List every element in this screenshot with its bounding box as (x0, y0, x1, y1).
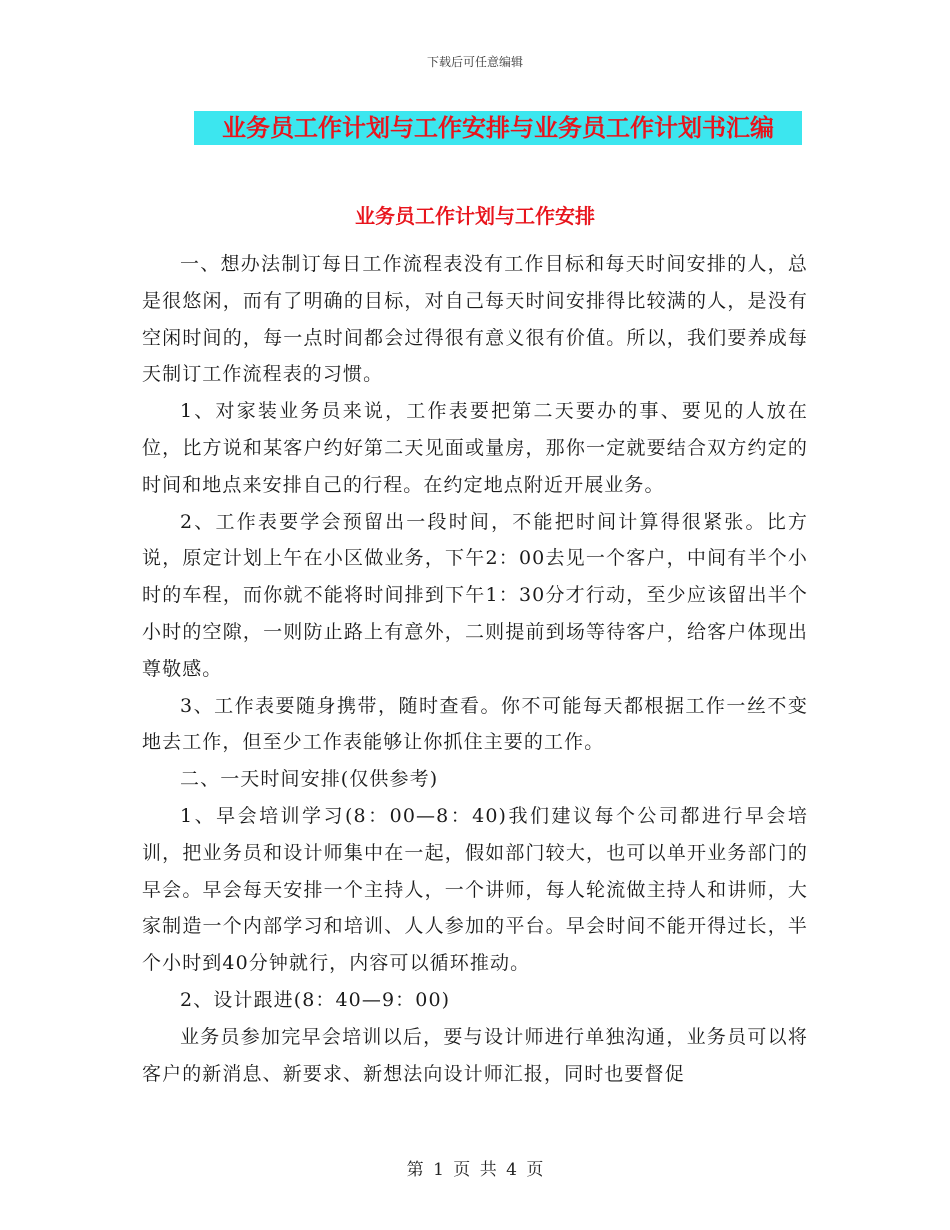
page-number-footer: 第 1 页 共 4 页 (406, 1160, 544, 1180)
document-title: 业务员工作计划与工作安排与业务员工作计划书汇编 (222, 114, 774, 142)
section-title: 业务员工作计划与工作安排 (355, 204, 595, 228)
paragraph: 2、工作表要学会预留出一段时间，不能把时间计算得很紧张。比方说，原定计划上午在小区做业务，下午2：00去见一个客户，中间有半个小时的车程，而你就不能将时间排到下午1：30分才行动，至少应该留出半个小时的空隙，一则防止路上有意外，二则提前到场等待客户，给客户体现出尊敬感。 (142, 510, 808, 680)
paragraph: 业务员参加完早会培训以后，要与设计师进行单独沟通，业务员可以将客户的新消息、新要求、新想法向设计师汇报，同时也要督促 (142, 1025, 808, 1085)
page-header-note: 下载后可任意编辑 (426, 55, 523, 69)
paragraph: 1、早会培训学习(8：00—8：40)我们建议每个公司都进行早会培训，把业务员和设计师集中在一起，假如部门较大，也可以单开业务部门的早会。早会每天安排一个主持人，一个讲师，每人轮流做主持人和讲师，大家制造一个内部学习和培训、人人参加的平台。早会时间不能开得过长，半个小时到40分钟就行，内容可以循环推动。 (142, 804, 808, 975)
paragraph: 1、对家装业务员来说，工作表要把第二天要办的事、要见的人放在位，比方说和某客户约好第二天见面或量房，那你一定就要结合双方约定的时间和地点来安排自己的行程。在约定地点附近开展业务。 (142, 400, 808, 496)
document-body (142, 246, 808, 1092)
paragraph: 一、想办法制订每日工作流程表没有工作目标和每天时间安排的人，总是很悠闲，而有了明确的目标，对自己每天时间安排得比较满的人，是没有空闲时间的，每一点时间都会过得很有意义很有价值。所以，我们要养成每天制订工作流程表的习惯。 (142, 253, 808, 386)
paragraph: 二、一天时间安排(仅供参考) (180, 768, 439, 791)
paragraph: 3、工作表要随身携带，随时查看。你不可能每天都根据工作一丝不变地去工作，但至少工作表能够让你抓住主要的工作。 (142, 694, 808, 754)
paragraph: 2、设计跟进(8：40—9：00) (180, 988, 451, 1011)
